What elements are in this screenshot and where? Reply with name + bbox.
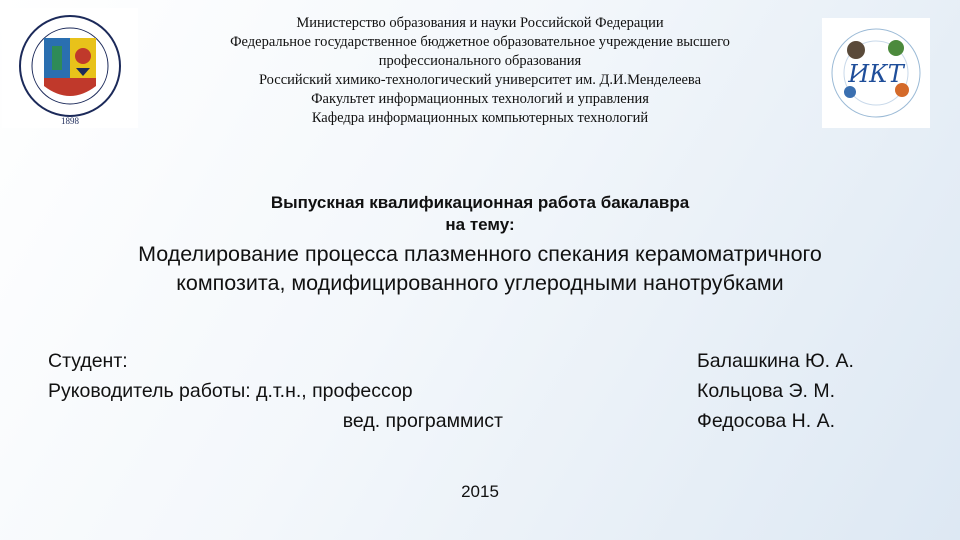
university-line: Российский химико-технологический университет им. Д.И.Менделеева [258,72,702,88]
institution-line-1: Федеральное государственное бюджетное образовательное учреждение высшего [230,34,730,50]
department-line: Кафедра информационных компьютерных технологий [311,110,649,126]
student-name: Балашкина Ю. А. [697,350,854,372]
logo-year-text: 1898 [61,116,79,126]
year-label: 2015 [461,482,499,501]
institution-header [120,14,840,128]
faculty-line: Факультет информационных технологий и управления [311,91,649,107]
work-type [180,192,780,236]
institution-line-2: профессионального образования [378,53,582,69]
programmer-name: Федосова Н. А. [697,410,836,432]
university-logo [2,8,138,128]
student-label: Студент: [48,350,128,372]
supervisor-name: Кольцова Э. М. [697,380,836,402]
work-type-line-2: на тему: [445,215,515,234]
work-type-line-1: Выпускная квалификационная работа бакалавра [270,193,690,212]
topic-line-2: композита, модифицированного углеродными нанотрубками [176,271,784,295]
logo-ikt-text: ИКТ [848,60,904,88]
thesis-topic [40,240,920,298]
names-block [697,346,854,436]
supervisor-label: Руководитель работы: д.т.н., профессор [48,380,413,402]
roles-block [48,346,503,436]
programmer-label: вед. программист [342,410,503,432]
ministry-line: Министерство образования и науки Российской Федерации [296,15,664,31]
topic-line-1: Моделирование процесса плазменного спекания керамоматричного [138,242,822,266]
university-emblem-icon [2,8,138,128]
